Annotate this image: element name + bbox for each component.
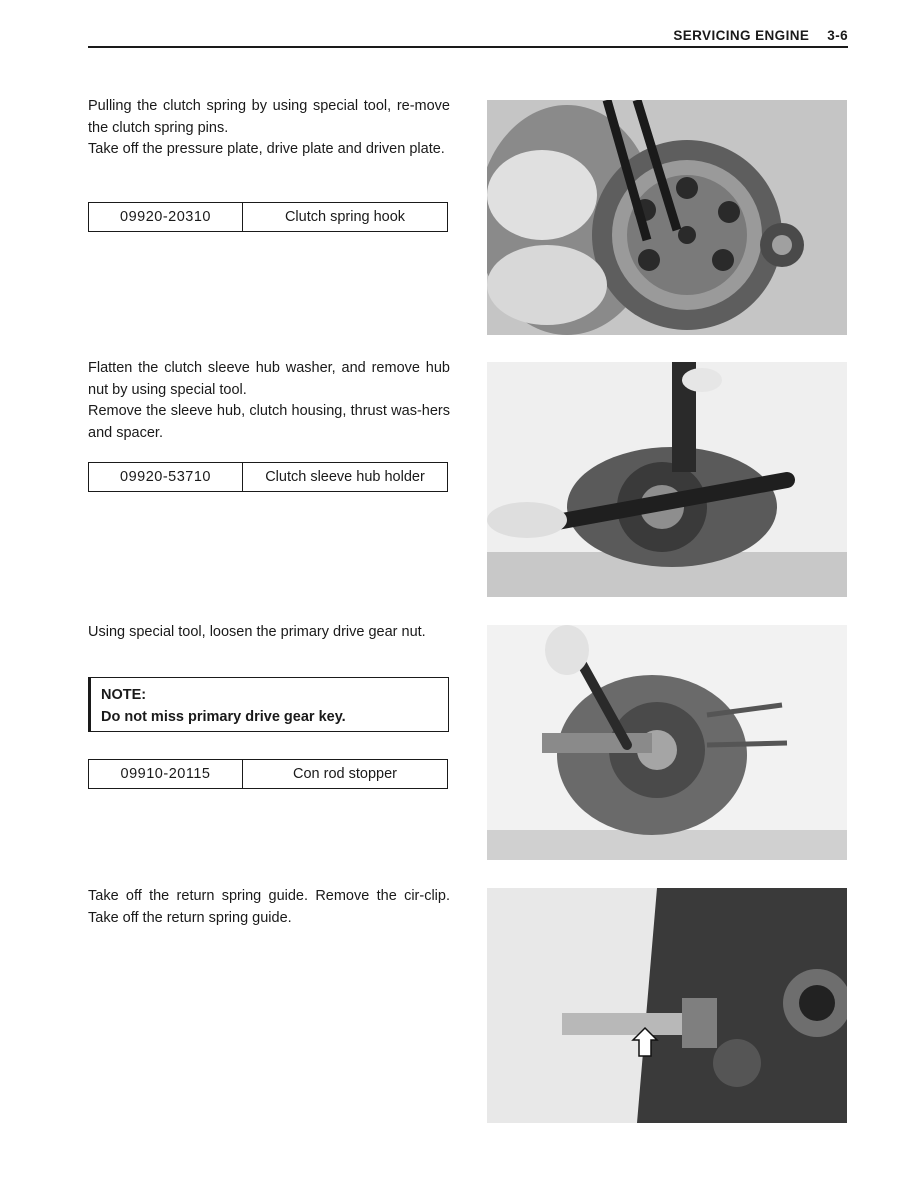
tool-name: Clutch sleeve hub holder [265, 469, 425, 485]
note-title: NOTE: [101, 687, 147, 703]
special-tool-row-2 [88, 462, 448, 492]
sleeve-hub-photo [487, 362, 847, 597]
tool-name: Clutch spring hook [284, 209, 406, 225]
clutch-spring-photo [487, 100, 847, 335]
step-4-text [88, 886, 450, 929]
return-spring-guide-photo [487, 888, 847, 1123]
section-title: SERVICING ENGINE [673, 27, 810, 43]
tool-code: 09920-53710 [89, 463, 243, 491]
special-tool-row-3 [88, 759, 448, 789]
step-1-line-2: Take off the pressure plate, drive plate and driven plate. [88, 141, 445, 157]
tool-code: 09920-20310 [89, 203, 243, 231]
step-4-line-1: Take off the return spring guide. Remove the cir-clip. Take off the return spring guide. [88, 888, 450, 926]
step-2-line-2: Remove the sleeve hub, clutch housing, thrust was-hers and spacer. [88, 403, 450, 441]
page-header [88, 24, 848, 48]
primary-drive-gear-photo [487, 625, 847, 860]
step-3-line-1: Using special tool, loosen the primary drive gear nut. [88, 624, 426, 640]
tool-code: 09910-20115 [89, 760, 243, 788]
special-tool-row-1 [88, 202, 448, 232]
note-text: Do not miss primary drive gear key. [101, 709, 346, 725]
note-box [88, 677, 449, 732]
tool-name: Con rod stopper [293, 766, 397, 782]
step-3-text [88, 622, 450, 644]
step-1-text [88, 96, 450, 161]
step-1-line-1: Pulling the clutch spring by using special tool, re-move the clutch spring pins. [88, 98, 450, 136]
step-2-text [88, 358, 450, 444]
step-2-line-1: Flatten the clutch sleeve hub washer, and remove hub nut by using special tool. [88, 360, 450, 398]
page-number: 3-6 [827, 27, 848, 43]
